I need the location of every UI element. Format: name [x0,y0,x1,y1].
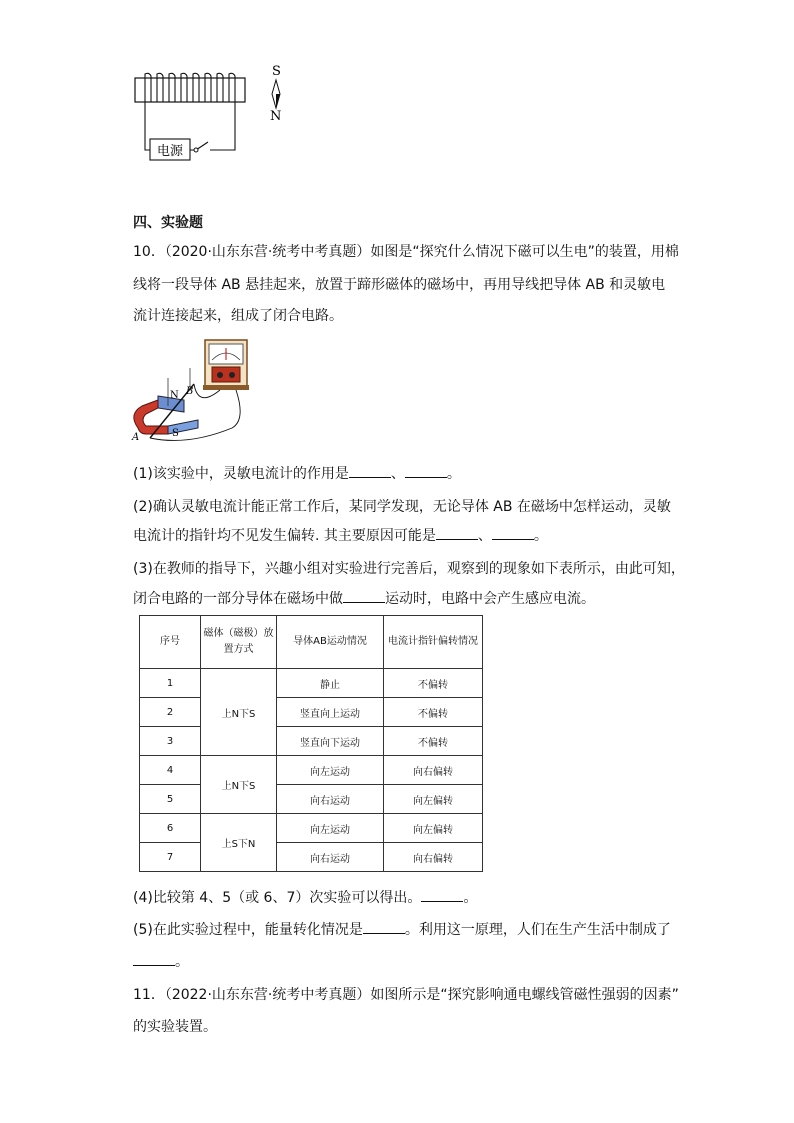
deflect-cell: 向左偏转 [384,814,483,843]
answer-blank[interactable] [436,525,478,540]
deflect-cell: 不偏转 [384,669,483,698]
deflect-cell: 不偏转 [384,727,483,756]
header-cell: 磁体（磁极）放置方式 [201,616,277,669]
results-table [139,615,483,872]
row-no: 7 [140,843,201,872]
galvanometer-figure [128,338,258,446]
q10-s5-cont: 。利用这一原理，人们在生产生活中制成了 [404,922,671,938]
table-row [140,843,483,872]
row-no: 1 [140,669,201,698]
label-s: S [172,428,179,439]
answer-blank[interactable] [405,463,447,478]
q10-s2b-end: 。 [533,528,548,544]
motion-cell: 向左运动 [277,756,384,785]
q10-s2b [133,522,548,550]
solenoid-figure [130,62,290,162]
q11-line2: 的实验装置。 [133,1019,217,1035]
motion-cell: 向左运动 [277,814,384,843]
q10-s5-text: (5)在此实验过程中，能量转化情况是 [133,922,363,938]
motion-cell: 竖直向下运动 [277,727,384,756]
magnet-cell: 上S下N [201,814,277,872]
q10-s2a: (2)确认灵敏电流计能正常工作后，某同学发现，无论导体 AB 在磁场中怎样运动，灵敏 [133,499,671,515]
q10-s4-end: 。 [463,890,478,906]
table-row [140,727,483,756]
answer-blank[interactable] [343,588,385,603]
table-row [140,669,483,698]
header-cell: 序号 [140,616,201,669]
answer-blank[interactable] [133,951,175,966]
q10-s1 [133,460,461,488]
deflect-cell: 向右偏转 [384,756,483,785]
row-no: 3 [140,727,201,756]
galvanometer-icon [203,340,249,390]
row-no: 4 [140,756,201,785]
q10-s3b-end: 运动时，电路中会产生感应电流。 [385,591,595,607]
deflect-cell: 向左偏转 [384,785,483,814]
magnet-cell: 上N下S [201,669,277,756]
deflect-cell: 不偏转 [384,698,483,727]
power-label: 电源 [156,144,184,159]
q10-line3: 流计连接起来，组成了闭合电路。 [133,308,343,324]
motion-cell: 向右运动 [277,843,384,872]
q10-s2b-text: 电流计的指针均不见发生偏转. 其主要原因可能是 [133,528,436,544]
q10-line1: 10．（2020·山东东营·统考中考真题）如图是“探究什么情况下磁可以生电”的装置，用棉 [133,244,679,260]
compass-s-label: S [272,64,281,79]
section-title: 四、实验题 [133,215,203,231]
q10-s4 [133,884,477,912]
motion-cell: 向右运动 [277,785,384,814]
row-no: 5 [140,785,201,814]
q10-s1-text: (1)该实验中，灵敏电流计的作用是 [133,466,349,482]
header-cell: 导体AB运动情况 [277,616,384,669]
q11-line1: 11．（2022·山东东营·统考中考真题）如图所示是“探究影响通电螺线管磁性强弱的因素” [133,987,679,1003]
q10-s1-sep: 、 [390,466,405,482]
table-header-row [140,616,483,669]
answer-blank[interactable] [421,887,463,902]
q10-s5 [133,916,671,944]
table-row [140,814,483,843]
magnet-cell: 上N下S [201,756,277,814]
label-n: N [170,390,179,401]
q10-s2b-sep: 、 [477,528,492,544]
label-b: B [186,386,194,397]
q10-s4-text: (4)比较第 4、5（或 6、7）次实验可以得出。 [133,890,422,906]
table-row [140,698,483,727]
row-no: 6 [140,814,201,843]
compass-n-label: N [270,109,282,124]
q10-s5-line2 [133,948,189,976]
q10-line2: 线将一段导体 AB 悬挂起来，放置于蹄形磁体的磁场中，再用导线把导体 AB 和灵敏电 [133,277,666,293]
q10-s3a: (3)在教师的指导下，兴趣小组对实验进行完善后，观察到的现象如下表所示，由此可知， [133,561,685,577]
header-cell: 电流计指针偏转情况 [384,616,483,669]
q10-s5-end: 。 [175,954,189,970]
motion-cell: 静止 [277,669,384,698]
table-row [140,756,483,785]
motion-cell: 竖直向上运动 [277,698,384,727]
deflect-cell: 向右偏转 [384,843,483,872]
q10-s3b [133,585,595,613]
q10-s3b-text: 闭合电路的一部分导体在磁场中做 [133,591,343,607]
q10-s1-end: 。 [446,466,461,482]
row-no: 2 [140,698,201,727]
answer-blank[interactable] [492,525,534,540]
label-a: A [132,432,140,443]
answer-blank[interactable] [363,919,405,934]
answer-blank[interactable] [349,463,391,478]
table-row [140,785,483,814]
